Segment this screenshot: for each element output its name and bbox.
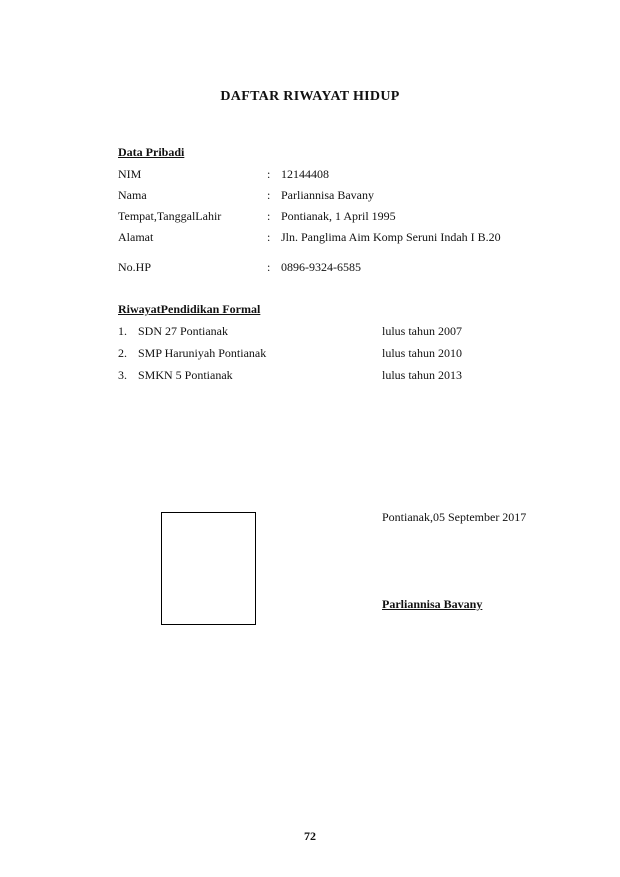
row-label: No.HP	[118, 260, 152, 274]
education-number: 3.	[118, 368, 127, 382]
row-value: Pontianak, 1 April 1995	[281, 209, 396, 223]
education-year: lulus tahun 2013	[382, 368, 462, 382]
education-year: lulus tahun 2010	[382, 346, 462, 360]
signature-name: Parliannisa Bavany	[382, 597, 483, 611]
page-number: 72	[304, 829, 316, 843]
row-value: Parliannisa Bavany	[281, 188, 374, 202]
education-school: SMP Haruniyah Pontianak	[138, 346, 267, 360]
signature-place-date: Pontianak,05 September 2017	[382, 510, 527, 524]
row-value: Jln. Panglima Aim Komp Seruni Indah I B.20	[281, 230, 501, 244]
row-label: Tempat,TanggalLahir	[118, 209, 222, 223]
row-colon: :	[267, 167, 271, 181]
row-colon: :	[267, 230, 271, 244]
education-year: lulus tahun 2007	[382, 324, 462, 338]
personal-data-heading: Data Pribadi	[118, 145, 185, 159]
row-colon: :	[267, 260, 271, 274]
photo-placeholder	[161, 512, 256, 625]
row-colon: :	[267, 209, 271, 223]
education-school: SMKN 5 Pontianak	[138, 368, 233, 382]
row-value: 12144408	[281, 167, 329, 181]
row-value: 0896-9324-6585	[281, 260, 361, 274]
education-school: SDN 27 Pontianak	[138, 324, 228, 338]
row-label: Nama	[118, 188, 147, 202]
document-title: DAFTAR RIWAYAT HIDUP	[220, 89, 400, 104]
row-colon: :	[267, 188, 271, 202]
row-label: NIM	[118, 167, 142, 181]
education-number: 2.	[118, 346, 127, 360]
education-heading: RiwayatPendidikan Formal	[118, 302, 261, 316]
education-number: 1.	[118, 324, 127, 338]
row-label: Alamat	[118, 230, 154, 244]
